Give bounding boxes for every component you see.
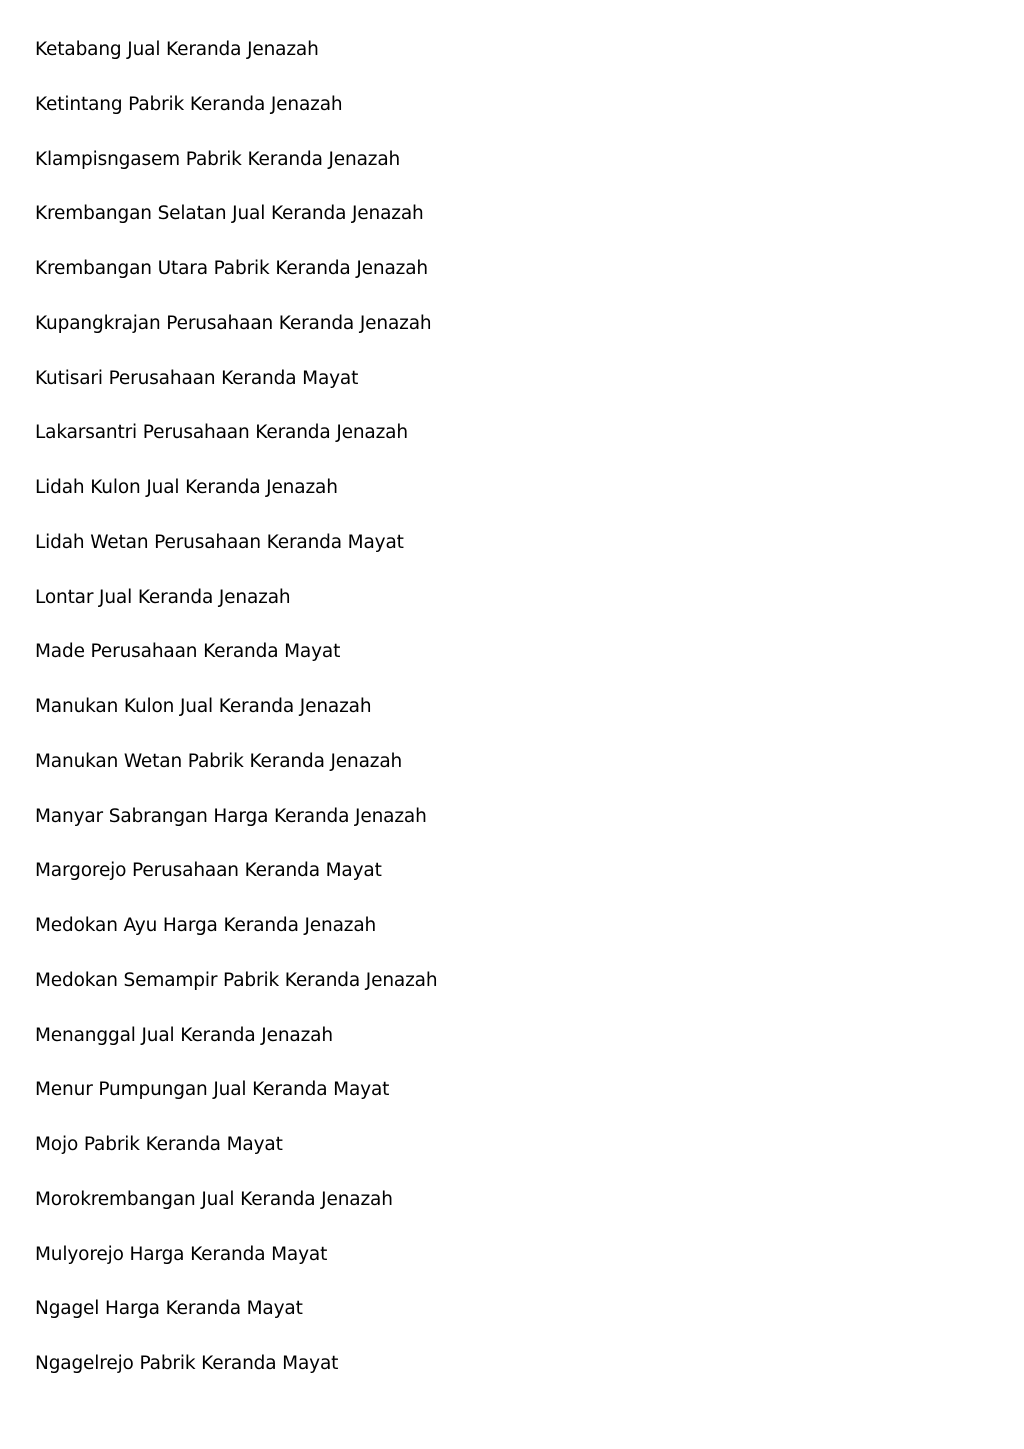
list-item-text: Manukan Kulon Jual Keranda Jenazah bbox=[35, 696, 372, 717]
list-item bbox=[35, 748, 437, 803]
list-item-text: Menanggal Jual Keranda Jenazah bbox=[35, 1024, 333, 1046]
list-item-text: Manyar Sabrangan Harga Keranda Jenazah bbox=[35, 805, 427, 827]
list-item bbox=[35, 1022, 437, 1077]
list-item-text: Menur Pumpungan Jual Keranda Mayat bbox=[35, 1079, 390, 1101]
list-item bbox=[35, 419, 437, 474]
list-item bbox=[35, 365, 437, 420]
list-item bbox=[35, 1186, 437, 1241]
location-list bbox=[35, 36, 437, 1405]
list-item bbox=[35, 1295, 437, 1350]
list-item bbox=[35, 1076, 437, 1131]
list-item-text: Lidah Wetan Perusahaan Keranda Mayat bbox=[35, 531, 404, 553]
list-item-text: Lontar Jual Keranda Jenazah bbox=[35, 586, 291, 608]
list-item bbox=[35, 857, 437, 912]
list-item-text: Made Perusahaan Keranda Mayat bbox=[35, 641, 341, 663]
list-item-text: Kupangkrajan Perusahaan Keranda Jenazah bbox=[35, 312, 432, 334]
list-item bbox=[35, 693, 437, 748]
list-item-text: Mulyorejo Harga Keranda Mayat bbox=[35, 1243, 328, 1265]
list-item bbox=[35, 474, 437, 529]
list-item bbox=[35, 584, 437, 639]
list-item-text: Margorejo Perusahaan Keranda Mayat bbox=[35, 860, 382, 882]
list-item-text: Medokan Semampir Pabrik Keranda Jenazah bbox=[35, 969, 438, 991]
list-item bbox=[35, 91, 437, 146]
list-item bbox=[35, 803, 437, 858]
list-item bbox=[35, 255, 437, 310]
list-item-text: Morokrembangan Jual Keranda Jenazah bbox=[35, 1188, 393, 1210]
list-item bbox=[35, 1241, 437, 1296]
list-item bbox=[35, 1131, 437, 1186]
list-item bbox=[35, 529, 437, 584]
list-item-text: Klampisngasem Pabrik Keranda Jenazah bbox=[35, 148, 401, 170]
list-item-text: Ngagelrejo Pabrik Keranda Mayat bbox=[35, 1353, 339, 1374]
list-item-text: Krembangan Utara Pabrik Keranda Jenazah bbox=[35, 258, 428, 279]
list-item bbox=[35, 200, 437, 255]
list-item-text: Ngagel Harga Keranda Mayat bbox=[35, 1298, 303, 1320]
list-item-text: Mojo Pabrik Keranda Mayat bbox=[35, 1134, 283, 1155]
list-item bbox=[35, 310, 437, 365]
list-item bbox=[35, 638, 437, 693]
list-item bbox=[35, 146, 437, 201]
list-item bbox=[35, 36, 437, 91]
list-item bbox=[35, 967, 437, 1022]
list-item-text: Ketabang Jual Keranda Jenazah bbox=[35, 39, 319, 60]
list-item-text: Manukan Wetan Pabrik Keranda Jenazah bbox=[35, 750, 403, 772]
list-item-text: Lakarsantri Perusahaan Keranda Jenazah bbox=[35, 422, 408, 444]
list-item-text: Kutisari Perusahaan Keranda Mayat bbox=[35, 367, 359, 389]
list-item bbox=[35, 912, 437, 967]
list-item-text: Lidah Kulon Jual Keranda Jenazah bbox=[35, 477, 338, 498]
list-item-text: Krembangan Selatan Jual Keranda Jenazah bbox=[35, 203, 424, 225]
list-item-text: Medokan Ayu Harga Keranda Jenazah bbox=[35, 915, 377, 936]
list-item bbox=[35, 1350, 437, 1405]
list-item-text: Ketintang Pabrik Keranda Jenazah bbox=[35, 93, 343, 115]
